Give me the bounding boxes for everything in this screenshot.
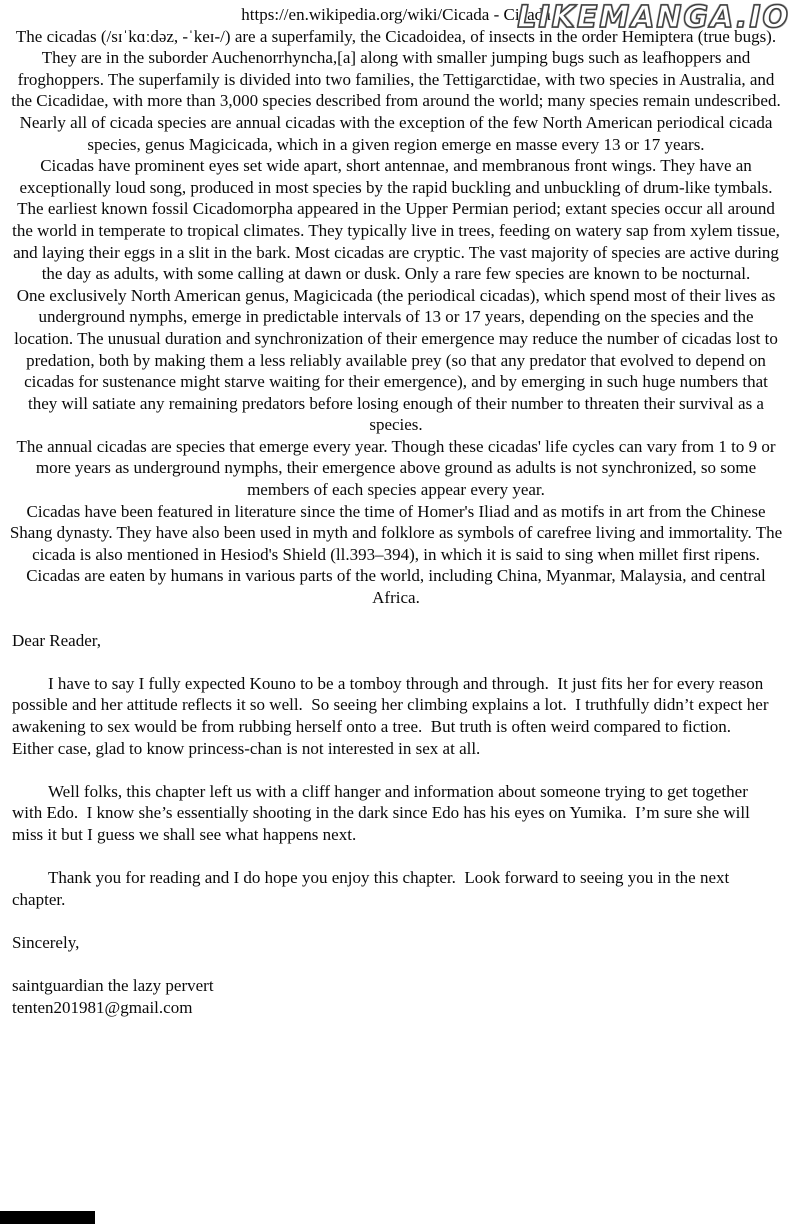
- letter-paragraph: I have to say I fully expected Kouno to be a tomboy through and through. It just fits her for every reason possible and her attitude reflects it so well. So seeing her climbing explains a lot. I truthfully didn’t expect her awakening to sex would be from rubbing herself onto a tree. But truth is often weird compared to fiction. Either case, glad to know princess-chan is not interested in sex at all.: [12, 673, 773, 758]
- letter-paragraph: Well folks, this chapter left us with a cliff hanger and information about someone trying to get together with Edo. I know she’s essentially shooting in the dark since Edo has his eyes on Yumika. I’m sure she will miss it but I guess we shall see what happens next.: [12, 781, 755, 844]
- wiki-paragraph: The annual cicadas are species that emerge every year. Though these cicadas' life cycles can vary from 1 to 9 or more years as underground nymphs, their emergence above ground as adults is not synchronized, so some members of each species appear every year.: [16, 436, 776, 500]
- letter-closing: Sincerely,: [12, 932, 80, 952]
- letter-salutation: Dear Reader,: [12, 630, 101, 650]
- site-watermark: LIKEMANGA.IO: [517, 0, 790, 35]
- source-url-line: https://en.wikipedia.org/wiki/Cicada - Cicada: [241, 5, 551, 24]
- signature-email: tenten201981@gmail.com: [12, 997, 193, 1017]
- translator-letter: [0, 630, 792, 1019]
- wiki-paragraph: Cicadas have prominent eyes set wide apart, short antennae, and membranous front wings. They have an exceptionally loud song, produced in most species by the rapid buckling and unbuckling of drum-like tymbals. The earliest known fossil Cicadomorpha appeared in the Upper Permian period; extant species occur all around the world in temperate to tropical climates. They typically live in trees, feeding on watery sap from xylem tissue, and laying their eggs in a slit in the bark. Most cicadas are cryptic. The vast majority of species are active during the day as adults, with some calling at dawn or dusk. Only a rare few species are known to be nocturnal.: [12, 156, 780, 284]
- signature-name: saintguardian the lazy pervert: [12, 976, 214, 996]
- wiki-paragraph: The cicadas (/sɪˈkɑːdəz, -ˈkeɪ-/) are a superfamily, the Cicadoidea, of insects in the order Hemiptera (true bugs). They are in the suborder Auchenorrhyncha,[a] along with smaller jumping bugs such as leafhoppers and froghoppers. The superfamily is divided into two families, the Tettigarctidae, with two species in Australia, and the Cicadidae, with more than 3,000 species described from around the world; many species remain undescribed. Nearly all of cicada species are annual cicadas with the exception of the few North American periodical cicada species, genus Magicicada, which in a given region emerge en masse every 13 or 17 years.: [11, 26, 781, 154]
- letter-paragraph: Thank you for reading and I do hope you enjoy this chapter. Look forward to seeing you in the next chapter.: [12, 868, 734, 909]
- wiki-paragraph: Cicadas have been featured in literature since the time of Homer's Iliad and as motifs in art from the Chinese Shang dynasty. They have also been used in myth and folklore as symbols of carefree living and immortality. The cicada is also mentioned in Hesiod's Shield (ll.393–394), in which it is said to sing when millet first ripens. Cicadas are eaten by humans in various parts of the world, including China, Myanmar, Malaysia, and central Africa.: [9, 501, 783, 608]
- bottom-left-black-bar: [0, 1211, 95, 1224]
- wiki-paragraph: One exclusively North American genus, Magicicada (the periodical cicadas), which spend most of their lives as underground nymphs, emerge in predictable intervals of 13 or 17 years, depending on the species and the location. The unusual duration and synchronization of their emergence may reduce the number of cicadas lost to predation, both by making them a less reliably available prey (so that any predator that evolved to depend on cicadas for sustenance might starve waiting for their emergence), and by emerging in such huge numbers that they will satiate any remaining predators before losing enough of their number to threaten their survival as a species.: [14, 285, 778, 435]
- wiki-article: [0, 26, 792, 609]
